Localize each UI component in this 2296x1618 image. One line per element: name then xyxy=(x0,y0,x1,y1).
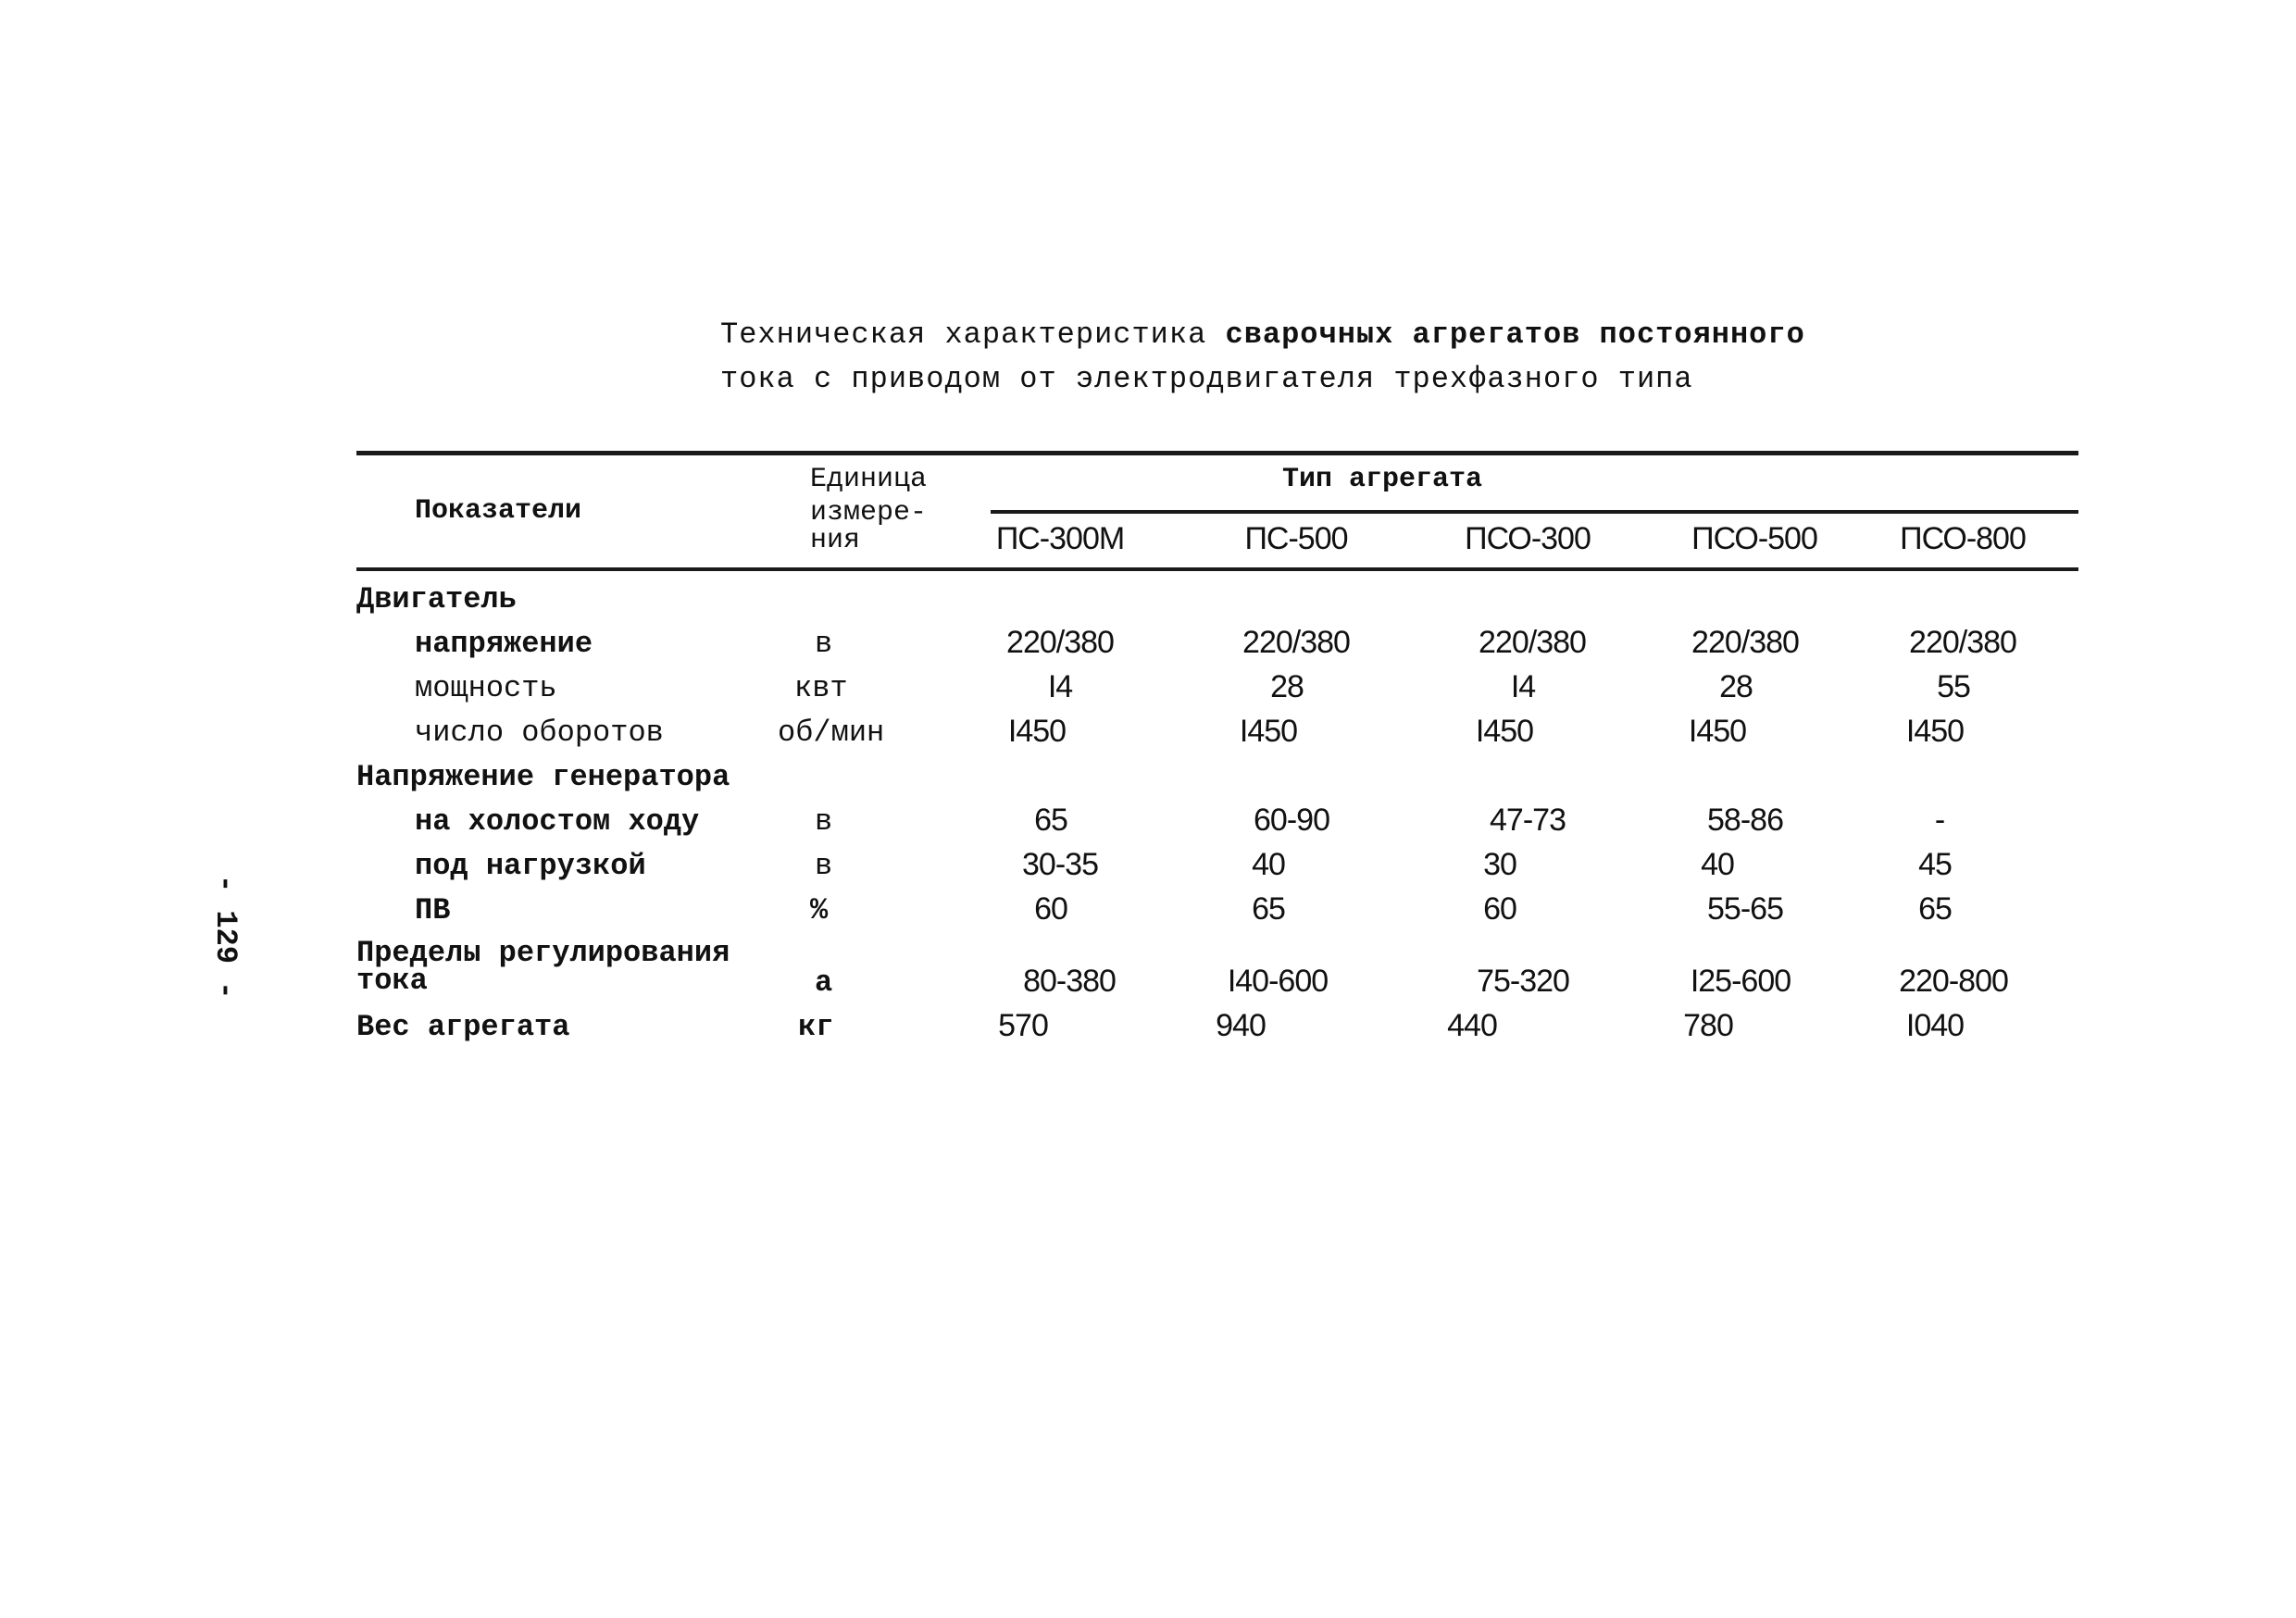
cell-load-pso-800: 45 xyxy=(1918,847,1952,882)
row-label-load: под нагрузкой xyxy=(415,849,646,883)
cell-duty-pso-800: 65 xyxy=(1918,891,1952,927)
cell-power-pso-500: 28 xyxy=(1719,669,1753,704)
cell-duty-pso-300: 60 xyxy=(1483,891,1516,927)
cell-weight-pso-300: 440 xyxy=(1447,1008,1497,1043)
header-type-pso-500: ПСО-500 xyxy=(1691,521,1817,556)
cell-voltage-ps-500: 220/380 xyxy=(1242,625,1350,660)
cell-idle-ps-500: 60-90 xyxy=(1254,803,1329,838)
cell-current-pso-800: 220-800 xyxy=(1899,964,2008,999)
row-unit-rpm: об/мин xyxy=(778,716,885,750)
cell-voltage-pso-300: 220/380 xyxy=(1479,625,1586,660)
cell-current-pso-300: 75-320 xyxy=(1477,964,1569,999)
cell-weight-ps-500: 940 xyxy=(1216,1008,1266,1043)
cell-rpm-pso-300: I450 xyxy=(1475,714,1534,749)
row-label-generator-voltage: Напряжение генератора xyxy=(356,760,730,794)
page-number: - 129 - xyxy=(208,875,243,1000)
row-label-duty-cycle: ПВ xyxy=(415,893,451,927)
type-group-rule xyxy=(991,510,2078,514)
row-unit-idle: в xyxy=(815,804,833,839)
cell-rpm-pso-500: I450 xyxy=(1688,714,1747,749)
row-label-current-range-line-2: тока xyxy=(356,964,428,998)
cell-duty-ps-500: 65 xyxy=(1252,891,1285,927)
header-type-pso-800: ПСО-800 xyxy=(1900,521,2026,556)
row-label-rpm: число оборотов xyxy=(415,716,664,750)
cell-weight-pso-500: 780 xyxy=(1683,1008,1733,1043)
table-title-line-2: тока с приводом от электродвигателя трехфазного типа xyxy=(720,362,1693,396)
header-unit-line-1: Единица xyxy=(810,464,928,495)
cell-rpm-ps-300m: I450 xyxy=(1007,714,1067,749)
row-label-power: мощность xyxy=(415,671,557,705)
table-title-line-1: Техническая характеристика сварочных агрегатов постоянного xyxy=(720,317,1805,352)
row-label-current-range-line-1: Пределы регулирования xyxy=(356,936,730,970)
cell-load-pso-300: 30 xyxy=(1483,847,1516,882)
header-type-ps-500: ПС-500 xyxy=(1244,521,1348,556)
row-unit-voltage: в xyxy=(815,627,833,661)
header-indicators: Показатели xyxy=(415,495,582,527)
row-unit-weight: кг xyxy=(798,1010,834,1044)
cell-duty-ps-300m: 60 xyxy=(1034,891,1067,927)
cell-rpm-pso-800: I450 xyxy=(1905,714,1965,749)
header-unit-line-3: ния xyxy=(810,525,861,556)
row-unit-load: в xyxy=(815,849,833,883)
cell-voltage-pso-500: 220/380 xyxy=(1691,625,1799,660)
cell-power-pso-800: 55 xyxy=(1937,669,1970,704)
row-label-engine: Двигатель xyxy=(356,582,517,616)
cell-idle-pso-500: 58-86 xyxy=(1707,803,1783,838)
row-label-idle: на холостом ходу xyxy=(415,804,700,839)
header-type-group: Тип агрегата xyxy=(1282,464,1483,495)
cell-idle-pso-300: 47-73 xyxy=(1490,803,1566,838)
row-unit-power: квт xyxy=(794,671,848,705)
table-top-rule xyxy=(356,451,2078,455)
cell-idle-ps-300m: 65 xyxy=(1034,803,1067,838)
cell-voltage-pso-800: 220/380 xyxy=(1909,625,2016,660)
header-type-pso-300: ПСО-300 xyxy=(1465,521,1591,556)
row-label-weight: Вес агрегата xyxy=(356,1010,570,1044)
cell-weight-ps-300m: 570 xyxy=(998,1008,1048,1043)
cell-duty-pso-500: 55-65 xyxy=(1707,891,1783,927)
cell-rpm-ps-500: I450 xyxy=(1239,714,1298,749)
cell-power-ps-300m: I4 xyxy=(1047,669,1073,704)
cell-power-pso-300: I4 xyxy=(1510,669,1536,704)
row-label-voltage: напряжение xyxy=(415,627,593,661)
row-unit-duty-cycle: % xyxy=(810,893,829,927)
cell-current-pso-500: I25-600 xyxy=(1690,964,1791,999)
cell-current-ps-500: I40-600 xyxy=(1227,964,1329,999)
cell-load-ps-300m: 30-35 xyxy=(1022,847,1098,882)
cell-weight-pso-800: I040 xyxy=(1905,1008,1965,1043)
header-bottom-rule xyxy=(356,567,2078,571)
cell-idle-pso-800: - xyxy=(1934,803,1945,838)
cell-load-pso-500: 40 xyxy=(1701,847,1734,882)
row-unit-current-range: а xyxy=(815,965,833,1000)
cell-power-ps-500: 28 xyxy=(1270,669,1304,704)
cell-load-ps-500: 40 xyxy=(1252,847,1285,882)
header-type-ps-300m: ПС-300М xyxy=(995,521,1125,556)
table-title xyxy=(720,313,1805,402)
header-unit-line-2: измере- xyxy=(810,497,928,529)
cell-current-ps-300m: 80-380 xyxy=(1023,964,1116,999)
cell-voltage-ps-300m: 220/380 xyxy=(1006,625,1114,660)
